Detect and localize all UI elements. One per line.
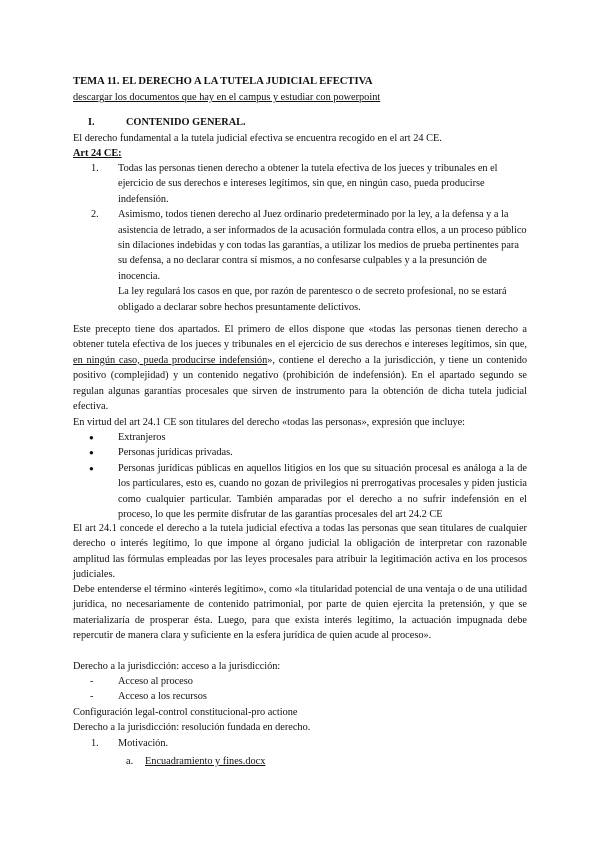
list-letter: a.	[126, 756, 134, 767]
bullet-icon: ●	[89, 448, 94, 458]
list-text: Motivación.	[118, 738, 169, 749]
list-text: Acceso a los recursos	[118, 691, 207, 703]
document-link[interactable]: Encuadramiento y fines.docx	[145, 756, 266, 767]
list-item	[73, 445, 527, 460]
jurisdiccion-heading-2: Derecho a la jurisdicción: resolución fundada en derecho.	[73, 722, 311, 733]
paragraph	[73, 322, 527, 414]
section-number: I.	[88, 117, 95, 128]
list-text: Todas las personas tienen derecho a obtener la tutela efectiva de los jueces y tribunales en el ejercicio de sus derechos e intereses legítimos, sin que, en ningún caso, pueda producirse indefensión.	[118, 163, 498, 205]
paragraph: En virtud del art 24.1 CE son titulares del derecho «todas las personas», expresión que incluye:	[73, 417, 466, 428]
article-label: Art 24 CE:	[73, 148, 122, 159]
dash-marker: -	[90, 676, 94, 687]
list-item	[73, 754, 527, 769]
list-text: Asimismo, todos tienen derecho al Juez ordinario predeterminado por la ley, a la defensa y a la asistencia de letrado, a ser informados de la acusación formulada contra ellos, a un proceso público sin dilaciones indebidas y con todas las garantías, a utilizar los medios de prueba pertinentes para su defensa, a no declarar contra sí mismos, a no confesarse culpables y a la presunción de inocencia.	[118, 209, 527, 282]
config-line: Configuración legal-control constitucional-pro actione	[73, 707, 298, 718]
bullet-icon: ●	[89, 433, 94, 442]
underlined-text: en ningún caso, pueda producirse indefensión	[73, 354, 268, 366]
list-text: Personas jurídicas privadas.	[118, 447, 233, 459]
list-item	[73, 461, 527, 523]
paragraph-text: Este precepto tiene dos apartados. El primero de ellos dispone que «todas las personas tienen derecho a obtener tutela efectiva de los jueces y tribunales en el ejercicio de sus derechos e intereses legítimos, sin que,	[73, 324, 527, 351]
jurisdiccion-heading: Derecho a la jurisdicción: acceso a la jurisdicción:	[73, 661, 281, 672]
list-item	[73, 674, 527, 689]
paragraph: El art 24.1 concede el derecho a la tutela judicial efectiva a todas las personas que sean titulares de cualquier derecho o interés legítimo, lo que impone al órgano judicial la obligación de interpretar con razonable amplitud las fórmulas empleadas por las leyes procesales para atribuir la legitimación activa en los procesos judiciales.	[73, 523, 527, 581]
list-text: Extranjeros	[118, 432, 166, 443]
dash-marker: -	[90, 691, 94, 703]
list-item	[73, 430, 527, 445]
bullet-list	[73, 430, 527, 522]
law-note: La ley regulará los casos en que, por razón de parentesco o de secreto profesional, no se estará obligado a declarar sobre hechos presuntamente delictivos.	[118, 286, 507, 313]
document-subtitle: descargar los documentos que hay en el campus y estudiar con powerpoint	[73, 92, 381, 103]
link-item	[73, 754, 527, 769]
list-item	[73, 207, 527, 284]
list-text: Personas jurídicas públicas en aquellos litigios en los que su situación procesal es análoga a la de los particulares, esto es, cuando no gozan de privilegios ni prerrogativas procesales y piden justicia como cualquier particular. También amparadas por el derecho a no sufrir indefensión en el proceso, lo que les permite disfrutar de las garantías procesales del art 24.2 CE	[118, 462, 527, 521]
list-number: 2.	[91, 209, 99, 221]
list-item	[73, 161, 527, 207]
section-intro: El derecho fundamental a la tutela judicial efectiva se encuentra recogido en el art 24 CE.	[73, 133, 442, 144]
paragraph: Debe entenderse el término «interés legítimo», como «la titularidad potencial de una ventaja o de una utilidad jurídica, no necesariamente de contenido patrimonial, por parte de quien ejercita la pretensión, y que se materializaría de prosperar ésta. Luego, para que exista interés legítimo, la actuación impugnada debe repercutir de manera clara y suficiente en la esfera jurídica de quien acude al proceso».	[73, 584, 527, 642]
motivacion-item	[73, 736, 527, 751]
list-number: 1.	[91, 163, 99, 174]
list-text: Acceso al proceso	[118, 676, 193, 687]
bullet-icon: ●	[89, 463, 94, 473]
paragraph-text: », contiene el derecho a la jurisdicción, y tiene un contenido positivo (complejidad) y un contenido negativo (prohibición de indefensión). En el apartado segundo se regulan algunas garantías procesales que sirven de instrumento para la obtención de dicha tutela judicial efectiva.	[73, 354, 527, 413]
article-list	[73, 161, 527, 315]
section-title: CONTENIDO GENERAL.	[126, 117, 246, 128]
dash-list	[73, 674, 527, 705]
section-heading	[73, 115, 527, 130]
list-item	[73, 736, 527, 751]
list-number: 1.	[91, 738, 99, 749]
list-item	[73, 689, 527, 704]
document-title: TEMA 11. EL DERECHO A LA TUTELA JUDICIAL EFECTIVA	[73, 76, 373, 87]
